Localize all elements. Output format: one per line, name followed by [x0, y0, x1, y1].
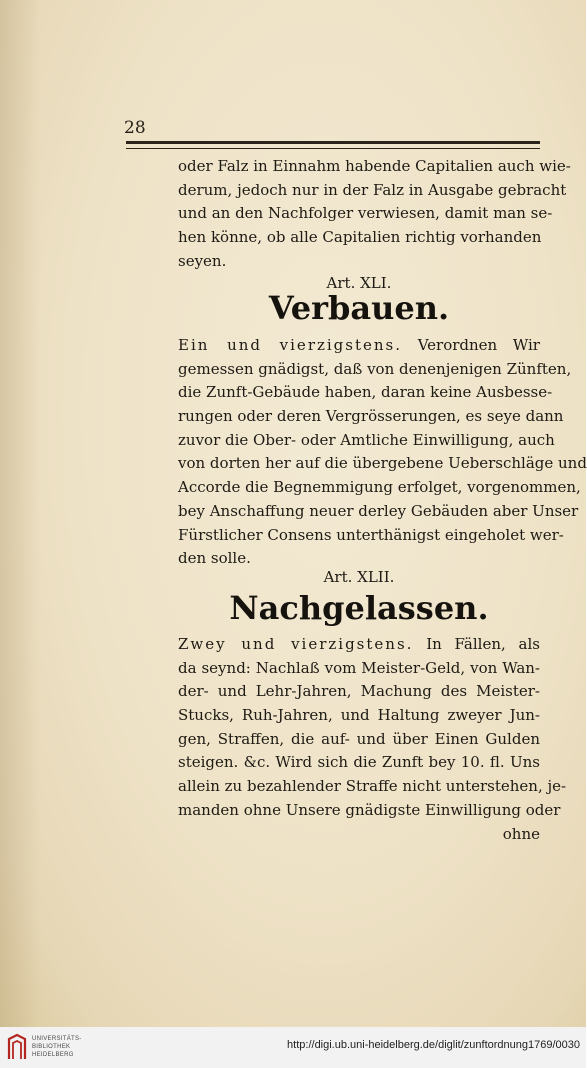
text-line: Stucks, Ruh-Jahren, und Haltung zweyer Jun- [178, 706, 540, 725]
text-line: hen könne, ob alle Capitalien richtig vorhanden [178, 228, 542, 247]
article-41-label: Art. XLI. [326, 274, 392, 292]
text-line: rungen oder deren Vergrösserungen, es seye dann [178, 407, 564, 426]
text-line: Fürstlicher Consens unterthänigst eingeholet wer- [178, 525, 564, 544]
text-line: derum, jedoch nur in der Falz in Ausgabe gebracht [178, 180, 567, 199]
text-line: gemessen gnädigst, daß von denenjenigen Zünften, [178, 359, 572, 378]
article-41-heading: Verbauen. [268, 289, 450, 327]
article-42-paragraph [178, 633, 567, 846]
text-line: gen, Straffen, die auf- und über Einen Gulden [178, 729, 540, 748]
text-line: steigen. &c. Wird sich die Zunft bey 10. fl. Uns [178, 753, 540, 772]
article-41-paragraph [178, 334, 587, 571]
article-42-label: Art. XLII. [323, 568, 395, 586]
article-42-heading: Nachgelassen. [229, 589, 489, 627]
text-line: Accorde die Begnemmigung erfolget, vorgenommen, [178, 478, 581, 497]
page-number: 28 [124, 118, 146, 138]
intro-paragraph [178, 155, 571, 273]
article-42-lead: Zwey und vierzigstens. [178, 635, 414, 653]
viewer-footer-bar [0, 1027, 586, 1068]
text-fragment: Verordnen Wir [417, 336, 540, 354]
text-line: seyen. [178, 251, 227, 270]
university-library-logo-icon [6, 1033, 28, 1061]
library-logo-text [32, 1035, 82, 1059]
text-line [178, 633, 540, 657]
text-line [178, 334, 540, 358]
text-line: bey Anschaffung neuer derley Gebäuden aber Unser [178, 501, 579, 520]
text-line: von dorten her auf die übergebene Ueberschläge und [178, 454, 587, 473]
header-rule-thin [126, 148, 540, 149]
logo-text-line: UNIVERSITÄTS- [32, 1036, 82, 1042]
text-line: zuvor die Ober- oder Amtliche Einwilligung, auch [178, 430, 555, 449]
article-41-lead: Ein und vierzigstens. [178, 336, 403, 354]
text-line: der- und Lehr-Jahren, Machung des Meister- [178, 682, 540, 701]
text-line: den solle. [178, 549, 251, 568]
text-line: die Zunft-Gebäude haben, daran keine Ausbesse- [178, 383, 553, 402]
text-line: manden ohne Unsere gnädigste Einwilligung oder [178, 800, 561, 819]
text-line: allein zu bezahlender Straffe nicht unterstehen, je- [178, 777, 567, 796]
text-fragment: In Fällen, als [426, 635, 540, 653]
text-line: da seynd: Nachlaß vom Meister-Geld, von Wan- [178, 658, 540, 677]
logo-text-line: BIBLIOTHEK [32, 1044, 71, 1050]
text-line: und an den Nachfolger verwiesen, damit man se- [178, 204, 553, 223]
logo-text-line: HEIDELBERG [32, 1052, 74, 1058]
catchword: ohne [502, 824, 540, 843]
page-edge-shadow [0, 0, 40, 1027]
source-url-link[interactable]: http://digi.ub.uni-heidelberg.de/diglit/zunftordnung1769/0030 [287, 1039, 580, 1051]
text-line: oder Falz in Einnahm habende Capitalien auch wie- [178, 157, 571, 175]
header-rule-thick [126, 141, 540, 144]
